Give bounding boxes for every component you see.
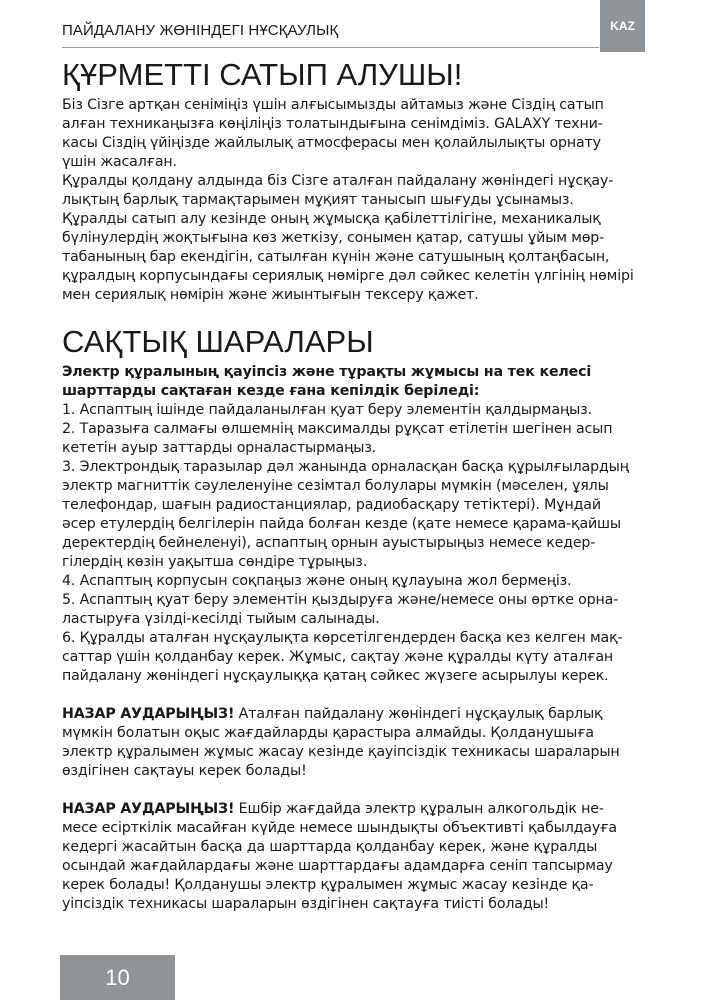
bold-intro-line: шарттарды сақтаған кезде ғана кепілдік беріледі: xyxy=(62,383,480,399)
text-line: электр құралымен жұмыс жасау кезінде қауіпсіздік техникасы шараларын xyxy=(62,744,620,760)
text-line: алған техникаңызға көңіліңіз толатындығына сенімдіміз. GALAXY техни- xyxy=(62,116,603,132)
language-tab: KAZ xyxy=(600,0,645,52)
page-number: 10 xyxy=(60,955,175,1000)
text-line: бүлінулердің жоқтығына көз жеткізу, сонымен қатар, сатушы ұйым мөр- xyxy=(62,230,605,246)
text-line: гілердің көзін уақытша сөндіре тұрыңыз. xyxy=(62,554,368,570)
section-title-precautions: САҚТЫҚ ШАРАЛАРЫ xyxy=(62,324,374,359)
warning-first-line xyxy=(62,800,646,819)
text-line: керек болады! Қолданушы электр құралымен жұмыс жасау кезінде қа- xyxy=(62,877,594,893)
header-divider xyxy=(62,47,599,48)
text-line: пайдалану жөніндегі нұсқаулыққа қатаң сәйкес жүзеге асырылуы керек. xyxy=(62,668,609,684)
header-title: ПАЙДАЛАНУ ЖӨНІНДЕГІ НҰСҚАУЛЫҚ xyxy=(62,22,339,39)
text-line: 6. Құралды аталған нұсқаулықта көрсетілгендерден басқа кез келген мақ- xyxy=(62,630,623,646)
text-line: телефондар, шағын радиостанциялар, радиобасқару тетіктері). Мұндай xyxy=(62,497,601,513)
text-line: үшін жасалған. xyxy=(62,154,177,170)
text-line: мен сериялық нөмірін және жиынтығын тексеру қажет. xyxy=(62,287,479,303)
text-line: Құралды қолдану алдында біз Сізге аталған пайдалану жөніндегі нұсқау- xyxy=(62,173,614,189)
text-line: лықтың барлық тармақтарымен мұқият танысып шығуды ұсынамыз. xyxy=(62,192,574,208)
text-line: осындай жағдайлардағы және шарттардағы адамдарға сеніп тапсырмау xyxy=(62,858,613,874)
text-line: месе есірткілік масайған күйде немесе шындықты объективті қабылдауға xyxy=(62,820,617,836)
text-line: 3. Электрондық таразылар дәл жанында орналасқан басқа құрылғылардың xyxy=(62,459,629,475)
text-line: құралдың корпусындағы сериялық нөмірге дәл сәйкес келетін үлгінің нөмірі xyxy=(62,268,634,284)
warning-paragraph-2 xyxy=(62,800,646,914)
text-line: 2. Таразыға салмағы өлшемнің максималды рұқсат етілетін шегінен асып xyxy=(62,421,613,437)
text-line: кедергі жасайтын басқа да шарттарда қолданбау керек, және құралды xyxy=(62,839,598,855)
section-title-greeting: ҚҰРМЕТТІ САТЫП АЛУШЫ! xyxy=(62,57,463,92)
text-line: ластыруға үзілді-кесілді тыйым салынады. xyxy=(62,611,380,627)
text-line: Біз Сізге артқан сеніміңіз үшін алғысымызды айтамыз және Сіздің сатып xyxy=(62,97,604,113)
text-line: Құралды сатып алу кезінде оның жұмысқа қабілеттілігіне, механикалық xyxy=(62,211,601,227)
page-content xyxy=(62,56,646,914)
text-line: уіпсіздік техникасы шараларын өздігінен сақтауға тиісті болады! xyxy=(62,896,550,912)
warning-label: НАЗАР АУДАРЫҢЫЗ! xyxy=(62,706,235,722)
warning-paragraph-1 xyxy=(62,705,646,781)
text-line: 1. Аспаптың ішінде пайдаланылған қуат беру элементін қалдырмаңыз. xyxy=(62,402,592,418)
text-line: касы Сіздің үйіңізде жайлылық атмосферасы мен қолайлылықты орнату xyxy=(62,135,601,151)
precautions-paragraph xyxy=(62,363,646,686)
text-line: электр магниттік сәулеленуіне сезімтал болулары мүмкін (мәселен, ұялы xyxy=(62,478,609,494)
warning-text: Аталған пайдалану жөніндегі нұсқаулық барлық xyxy=(234,706,603,722)
text-line: өздігінен сақтауы керек болады! xyxy=(62,763,307,779)
text-line: саттар үшін қолданбау керек. Жұмыс, сақтау және құралды күту аталған xyxy=(62,649,614,665)
text-line: мүмкін болатын оқыс жағдайларды қарастыра алмайды. Қолданушыға xyxy=(62,725,594,741)
warning-first-line xyxy=(62,705,646,724)
bold-intro-line: Электр құралының қауіпсіз және тұрақты жұмысы на тек келесі xyxy=(62,364,592,380)
text-line: кететін ауыр заттарды орналастырмаңыз. xyxy=(62,440,377,456)
warning-label: НАЗАР АУДАРЫҢЫЗ! xyxy=(62,801,235,817)
spacer xyxy=(62,686,646,705)
text-line: әсер етулердің белгілерін пайда болған кезде (қате немесе қарама-қайшы xyxy=(62,516,621,532)
text-line: табанының бар екендігін, сатылған күнін және сатушының қолтаңбасын, xyxy=(62,249,610,265)
warning-text: Ешбір жағдайда электр құралын алкогольдік не- xyxy=(234,801,604,817)
text-line: 5. Аспаптың қуат беру элементін қыздыруға және/немесе оны өртке орна- xyxy=(62,592,619,608)
text-line: деректердің бейнеленуі), аспаптың орнын ауыстырыңыз немесе кедер- xyxy=(62,535,596,551)
text-line: 4. Аспаптың корпусын соқпаңыз және оның құлауына жол бермеңіз. xyxy=(62,573,572,589)
spacer xyxy=(62,781,646,800)
intro-paragraph xyxy=(62,96,646,305)
